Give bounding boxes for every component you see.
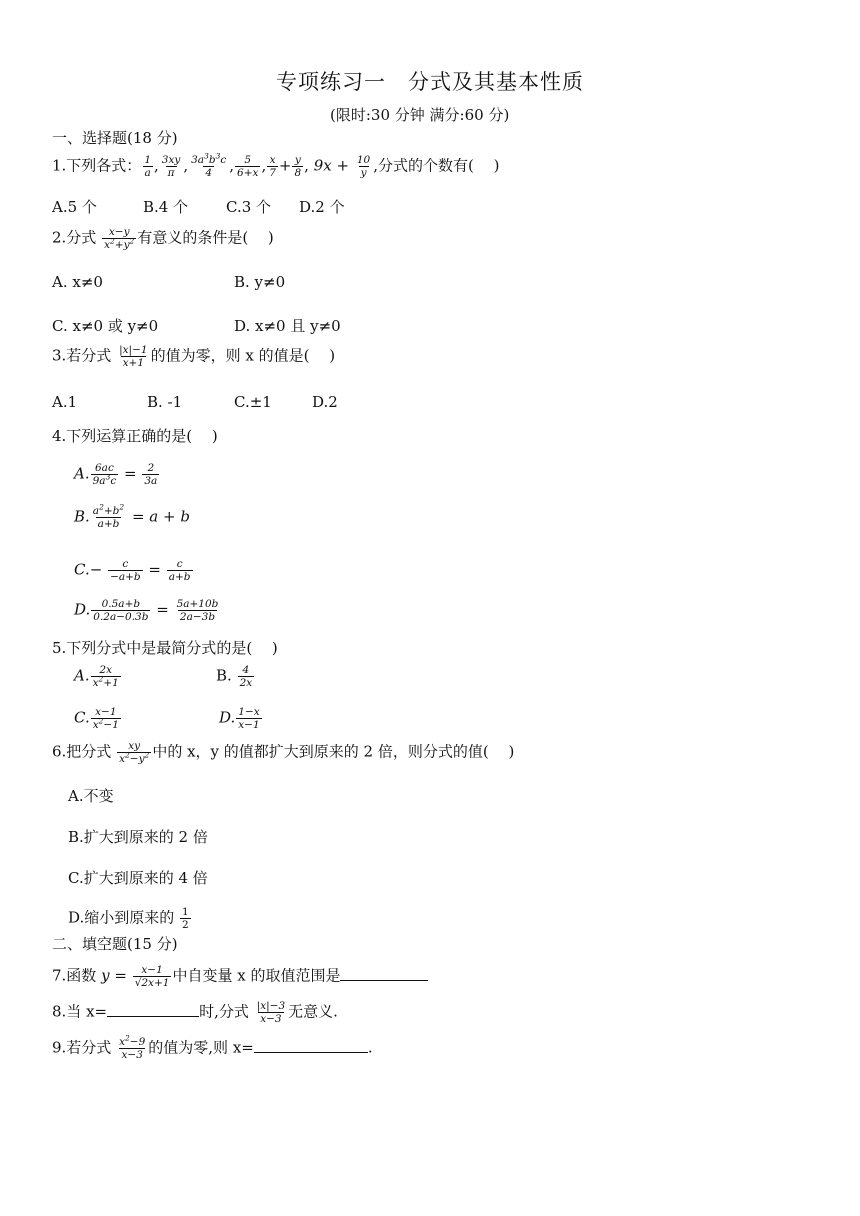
q2-option-a: A. x≠0	[52, 273, 103, 291]
q2-option-c: C. x≠0 或 y≠0	[52, 317, 159, 335]
expr-5-over-6plusx: $\frac{5}{6+x}$	[237, 154, 259, 179]
question-9-prefix: 9.若分式	[52, 1038, 117, 1057]
q4-label-d: D.	[74, 600, 91, 619]
q4-option-c: C.− $\frac{c}{-a+b}$ = $\frac{c}{a+b}$	[74, 558, 191, 583]
q5-option-c: C. $\frac{x-1}{x^2-1}$	[74, 706, 119, 731]
question-1: 1.下列各式： $\frac{1}{a}$ , $\frac{3xy}{\pi}$ , $\frac{3a^3b^3c}{4}$ , $\frac{5}{6+x}$ , $\frac{x}{7}$ + $\frac{y}{8}$ , 9x + $\frac{10}{y}$ ,分式的个数有( )	[52, 151, 500, 179]
expr-x2-minus-9-over-x-minus-3: $\frac{x^2-9}{x-3}$	[119, 1033, 146, 1061]
question-1-suffix: ,分式的个数有( )	[373, 156, 500, 175]
page-title: 专项练习一 分式及其基本性质	[276, 70, 584, 94]
q5-label-d: D.	[219, 708, 236, 727]
question-3	[52, 344, 335, 369]
q6-option-c: C.扩大到原来的 4 倍	[68, 869, 208, 887]
question-7-suffix: 中自变量 x 的取值范围是	[172, 966, 341, 985]
question-6-suffix: 中的 x，y 的值都扩大到原来的 2 倍，则分式的值( )	[152, 742, 515, 761]
q3-option-a: A.1	[52, 393, 78, 411]
question-3-suffix: 的值为零，则 x 的值是( )	[150, 346, 336, 365]
expr-absx-minus-1-over-x-plus-1: $\frac{|x|-1}{x+1}$	[119, 344, 148, 369]
q9-answer-blank[interactable]	[254, 1038, 368, 1053]
question-9-mid: 的值为零,则 x=	[148, 1038, 254, 1057]
section-heading-choice: 一、选择题(18 分)	[52, 129, 178, 147]
q5-label-c: C.	[74, 708, 90, 727]
question-8-prefix: 8.当 x=	[52, 1002, 108, 1021]
q4-option-a: A. $\frac{6ac}{9a^3c}$ = $\frac{2}{3a}$	[74, 462, 158, 487]
question-3-prefix: 3.若分式	[52, 346, 117, 365]
q3-option-b: B. -1	[147, 393, 183, 411]
question-4: 4.下列运算正确的是( )	[52, 427, 218, 445]
expr-absx-minus-3-over-x-minus-3: $\frac{|x|-3}{x-3}$	[256, 1000, 286, 1025]
question-8-suffix: 无意义.	[288, 1002, 338, 1021]
question-8-mid: 时,分式	[199, 1002, 254, 1021]
q5-label-a: A.	[74, 666, 90, 685]
q1-option-a: A.5 个	[52, 198, 97, 216]
q6-option-b: B.扩大到原来的 2 倍	[68, 828, 208, 846]
q4-label-b: B.	[74, 507, 90, 526]
expr-1-over-a: $\frac{1}{a}$	[144, 154, 151, 179]
q4-label-a: A.	[74, 464, 90, 483]
question-7: 7.函数 y = $\frac{x-1}{√2x+1}$ 中自变量 x 的取值范围是	[52, 964, 428, 989]
question-2-prefix: 2.分式	[52, 228, 102, 247]
expr-x-minus-1-over-sqrt-2x-plus-1: $\frac{x-1}{√2x+1}$	[134, 964, 170, 989]
expr-y-over-8: $\frac{y}{8}$	[294, 154, 302, 179]
page-subtitle: (限时:30 分钟 满分:60 分)	[330, 106, 510, 124]
q4-option-b: B. $\frac{a^2+b^2}{a+b}$ = a + b	[74, 502, 190, 530]
q5-option-a: A. $\frac{2x}{x^2+1}$	[74, 664, 119, 689]
question-2	[52, 226, 274, 251]
q3-option-c: C.±1	[234, 393, 272, 411]
q5-label-b: B.	[216, 666, 232, 685]
expr-3xy-over-pi: $\frac{3xy}{\pi}$	[161, 154, 181, 179]
question-9-suffix: .	[367, 1038, 373, 1057]
q7-answer-blank[interactable]	[340, 966, 428, 981]
q5-option-d: D. $\frac{1-x}{x-1}$	[219, 706, 260, 731]
q4-label-c: C.	[74, 560, 90, 579]
q2-option-b: B. y≠0	[234, 273, 286, 291]
expr-x-over-7: $\frac{x}{7}$	[269, 154, 276, 179]
question-5: 5.下列分式中是最简分式的是( )	[52, 639, 278, 657]
question-8	[52, 1000, 338, 1025]
q1-option-d: D.2 个	[299, 198, 345, 216]
q5-option-b: B. $\frac{4}{2x}$	[216, 664, 253, 689]
q6-option-d-text: D.缩小到原来的	[68, 908, 180, 927]
question-1-prefix: 1.下列各式：	[52, 156, 142, 175]
q6-option-d: D.缩小到原来的 $\frac{1}{2}$	[68, 906, 189, 931]
question-6-prefix: 6.把分式	[52, 742, 117, 761]
expr-3a3b3c-over-4: $\frac{3a^3b^3c}{4}$	[191, 151, 227, 179]
q6-option-a: A.不变	[68, 787, 114, 805]
expr-xy-over-x2-minus-y2: $\frac{xy}{x^2-y^2}$	[119, 740, 150, 765]
q4-option-d: D. $\frac{0.5a+b}{0.2a-0.3b}$ = $\frac{5a+10b}{2a-3b}$	[74, 598, 219, 623]
question-2-suffix: 有意义的条件是( )	[137, 228, 274, 247]
question-6	[52, 740, 514, 765]
expr-10-over-y: $\frac{10}{y}$	[356, 154, 371, 179]
expr-x-minus-y-over-x2-plus-y2: $\frac{x-y}{x^2+y^2}$	[104, 226, 135, 251]
q1-option-c: C.3 个	[226, 198, 272, 216]
q2-option-d: D. x≠0 且 y≠0	[234, 317, 341, 335]
q1-option-b: B.4 个	[143, 198, 189, 216]
question-7-prefix: 7.函数	[52, 966, 102, 985]
question-9	[52, 1033, 373, 1061]
section-heading-fill: 二、填空题(15 分)	[52, 935, 178, 953]
q3-option-d: D.2	[312, 393, 338, 411]
q8-answer-blank[interactable]	[107, 1002, 199, 1017]
